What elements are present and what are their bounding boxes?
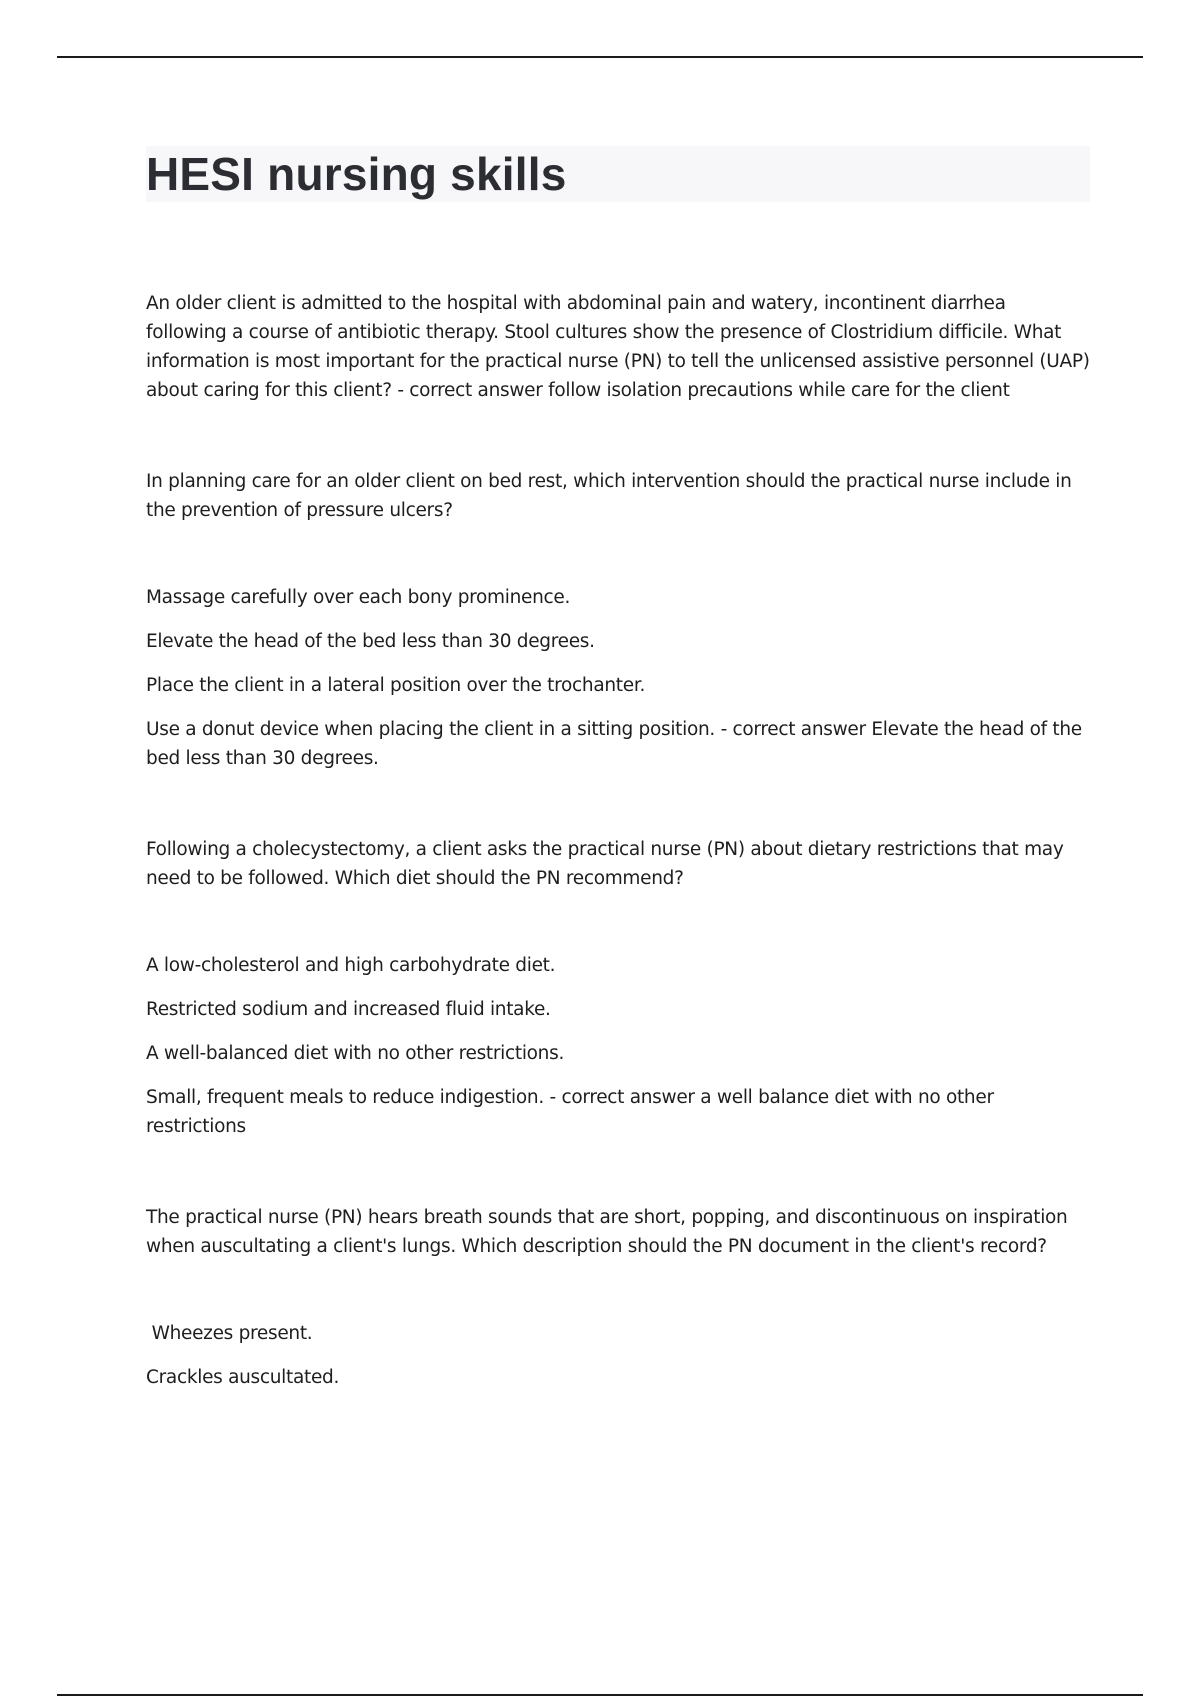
answer-options [146, 1319, 1090, 1392]
title-banner [146, 146, 1090, 202]
answer-options [146, 583, 1090, 773]
answer-option: A well-balanced diet with no other restrictions. [146, 1043, 565, 1064]
answer-option: Massage carefully over each bony prominence. [146, 587, 571, 608]
answer-option: Crackles auscultated. [146, 1367, 340, 1388]
question-block [146, 289, 1090, 405]
answer-options [146, 951, 1090, 1141]
answer-option: Wheezes present. [146, 1323, 313, 1344]
top-rule [57, 56, 1143, 58]
answer-option: Place the client in a lateral position over the trochanter. [146, 675, 646, 696]
question-block [146, 467, 1090, 773]
question-text: Following a cholecystectomy, a client asks the practical nurse (PN) about dietary restrictions that may need to be followed. Which diet should the PN recommend? [146, 839, 1064, 889]
answer-option: Elevate the head of the bed less than 30 degrees. [146, 631, 595, 652]
answer-option: Small, frequent meals to reduce indigestion. - correct answer a well balance diet with no other restrictions [146, 1087, 994, 1137]
document-body [146, 146, 1090, 1454]
question-text: In planning care for an older client on bed rest, which intervention should the practical nurse include in the prevention of pressure ulcers? [146, 471, 1072, 521]
document-title: HESI nursing skills [146, 148, 567, 200]
question-block [146, 835, 1090, 1141]
answer-option: A low-cholesterol and high carbohydrate diet. [146, 955, 556, 976]
question-text: An older client is admitted to the hospital with abdominal pain and watery, incontinent diarrhea following a course of antibiotic therapy. Stool cultures show the presence of Clostridium difficile. What information is most important for the practical nurse (PN) to tell the unlicensed assistive personnel (UAP) about caring for this client? - correct answer follow isolation precautions while care for the client [146, 293, 1090, 401]
answer-option: Restricted sodium and increased fluid intake. [146, 999, 551, 1020]
question-block [146, 1203, 1090, 1392]
question-text: The practical nurse (PN) hears breath sounds that are short, popping, and discontinuous on inspiration when auscultating a client's lungs. Which description should the PN document in the client's record? [146, 1207, 1068, 1257]
answer-option: Use a donut device when placing the client in a sitting position. - correct answer Elevate the head of the bed less than 30 degrees. [146, 719, 1082, 769]
question-list [146, 289, 1090, 1392]
bottom-rule [57, 1694, 1143, 1696]
